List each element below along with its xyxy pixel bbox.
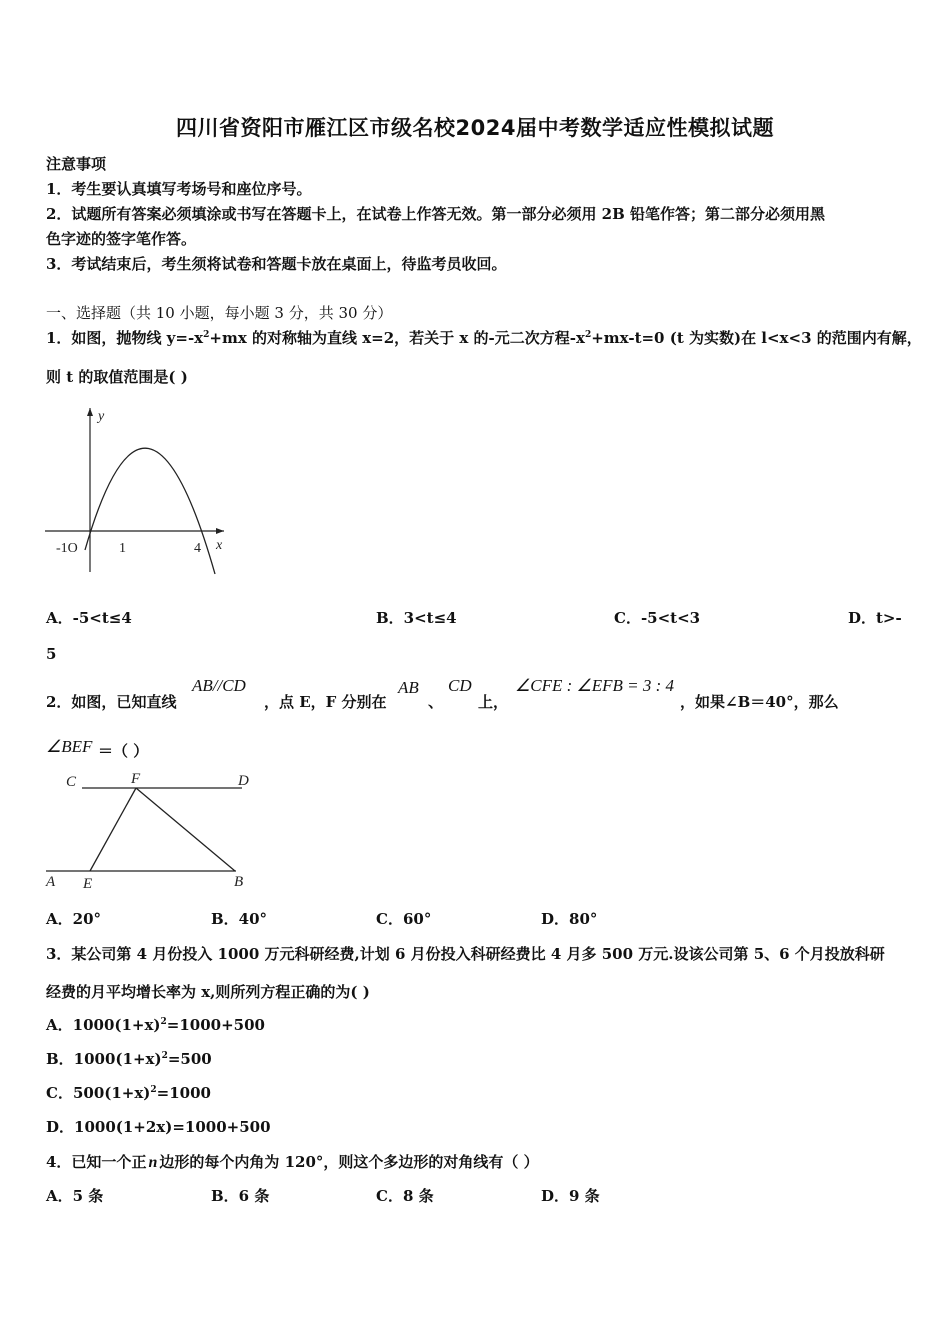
q3-option-a-main: A．1000(1+x): [46, 1016, 161, 1034]
q3-option-d: D．1000(1+2x)=1000+500: [46, 1118, 271, 1136]
notice-item-1: 1．考生要认真填写考场号和座位序号。: [46, 180, 312, 198]
q2-prefix: 2．如图，已知直线: [46, 693, 177, 711]
x-axis-arrow: [216, 528, 224, 534]
tick-label-1: 1: [119, 541, 126, 556]
q2-option-a: A．20°: [46, 910, 102, 928]
x-axis-label: x: [216, 538, 223, 553]
segment-fb: [136, 788, 235, 871]
q3-option-b-tail: =500: [167, 1050, 212, 1068]
q2-option-b: B．40°: [211, 910, 268, 928]
q1-sup-a: 2: [203, 330, 210, 340]
label-e: E: [83, 876, 93, 892]
notice-item-2: 2．试题所有答案必须填涂或书写在答题卡上，在试卷上作答无效。第一部分必须用 2B 铅笔作答；第二部分必须用黑: [46, 205, 826, 223]
origin-label: -1O: [56, 541, 78, 556]
notice-item-3: 3．考试结束后，考生须将试卷和答题卡放在桌面上，待监考员收回。: [46, 255, 507, 273]
q3-stem-line1: 3．某公司第 4 月份投入 1000 万元科研经费,计划 6 月份投入科研经费比 4 月多 500 万元.设该公司第 5、6 个月投放科研: [46, 945, 885, 963]
q2-sep: 、: [428, 693, 444, 711]
label-a: A: [46, 874, 56, 890]
q1-stem-b: +mx 的对称轴为直线 x=2，若关于 x 的-元二次方程-x: [209, 329, 585, 347]
q2-mid1: ，点 E，F 分别在: [264, 693, 387, 711]
q2-cd: CD: [448, 676, 472, 695]
q4-n: n: [148, 1154, 158, 1171]
q1-stem-c: +mx-t=0 (t 为实数)在 l<x<3 的范围内有解，: [591, 329, 922, 347]
q3-option-b: [46, 1048, 212, 1069]
page-title: 四川省资阳市雁江区市级名校2024届中考数学适应性模拟试题: [176, 116, 774, 140]
q3-option-c-tail: =1000: [156, 1084, 211, 1102]
q3-option-c: [46, 1082, 211, 1103]
label-b: B: [234, 874, 244, 890]
q4-option-b: B．6 条: [211, 1187, 270, 1205]
q3-stem-line2: 经费的月平均增长率为 x,则所列方程正确的为( ): [46, 983, 370, 1001]
q2-line2-tail: ＝（ ）: [98, 742, 149, 760]
q2-ratio: ∠CFE : ∠EFB = 3 : 4: [515, 676, 675, 695]
q4-option-c: C．8 条: [376, 1187, 434, 1205]
y-axis-label: y: [98, 409, 105, 424]
q4-stem-a: 4．已知一个正: [46, 1153, 147, 1171]
notice-item-2-cont: 色字迹的签字笔作答。: [46, 230, 197, 248]
tick-label-4: 4: [194, 541, 201, 556]
q1-stem-line2: 则 t 的取值范围是( ): [46, 368, 188, 386]
q1-sup-b: 2: [584, 330, 592, 340]
q2-option-c: C．60°: [376, 910, 432, 928]
q1-option-d-cont: 5: [46, 645, 57, 663]
segment-fe: [90, 788, 136, 871]
q1-option-c: C．-5<t<3: [614, 609, 701, 627]
notice-heading: 注意事项: [46, 155, 107, 173]
q4-stem: [46, 1151, 539, 1172]
label-d: D: [238, 773, 249, 789]
q1-option-a: A．-5<t≤4: [46, 609, 132, 627]
label-c: C: [66, 774, 77, 790]
q2-suffix: ，如果∠B＝40°，那么: [680, 693, 839, 711]
q4-option-a: A．5 条: [46, 1187, 104, 1205]
q3-option-b-sup: 2: [161, 1051, 168, 1061]
q2-mid2: 上，: [478, 693, 509, 711]
q3-option-b-main: B．1000(1+x): [46, 1050, 162, 1068]
label-f: F: [131, 771, 141, 787]
section-heading: 一、选择题（共 10 小题，每小题 3 分，共 30 分）: [46, 304, 393, 322]
q3-option-c-main: C．500(1+x): [46, 1084, 151, 1102]
q2-parallel-lines-figure: [40, 766, 260, 894]
q2-option-d: D．80°: [541, 910, 598, 928]
q2-ab: AB: [398, 678, 419, 697]
q1-option-d: D．t>-: [848, 609, 902, 627]
y-axis-arrow: [87, 408, 93, 416]
q4-stem-b: 边形的每个内角为 120°，则这个多边形的对角线有（ ）: [159, 1153, 539, 1171]
q1-parabola-figure: [40, 402, 240, 587]
q1-option-b: B．3<t≤4: [376, 609, 457, 627]
q3-option-a-sup: 2: [160, 1017, 167, 1027]
q4-option-d: D．9 条: [541, 1187, 600, 1205]
q3-option-a: [46, 1014, 265, 1035]
q1-stem: [46, 327, 922, 348]
q2-angle-bef: ∠BEF: [46, 737, 93, 756]
q2-ab-parallel-cd: AB//CD: [192, 676, 246, 695]
q1-stem-a: 1．如图，抛物线 y=-x: [46, 329, 204, 347]
q3-option-c-sup: 2: [150, 1085, 157, 1095]
q3-option-a-tail: =1000+500: [166, 1016, 265, 1034]
